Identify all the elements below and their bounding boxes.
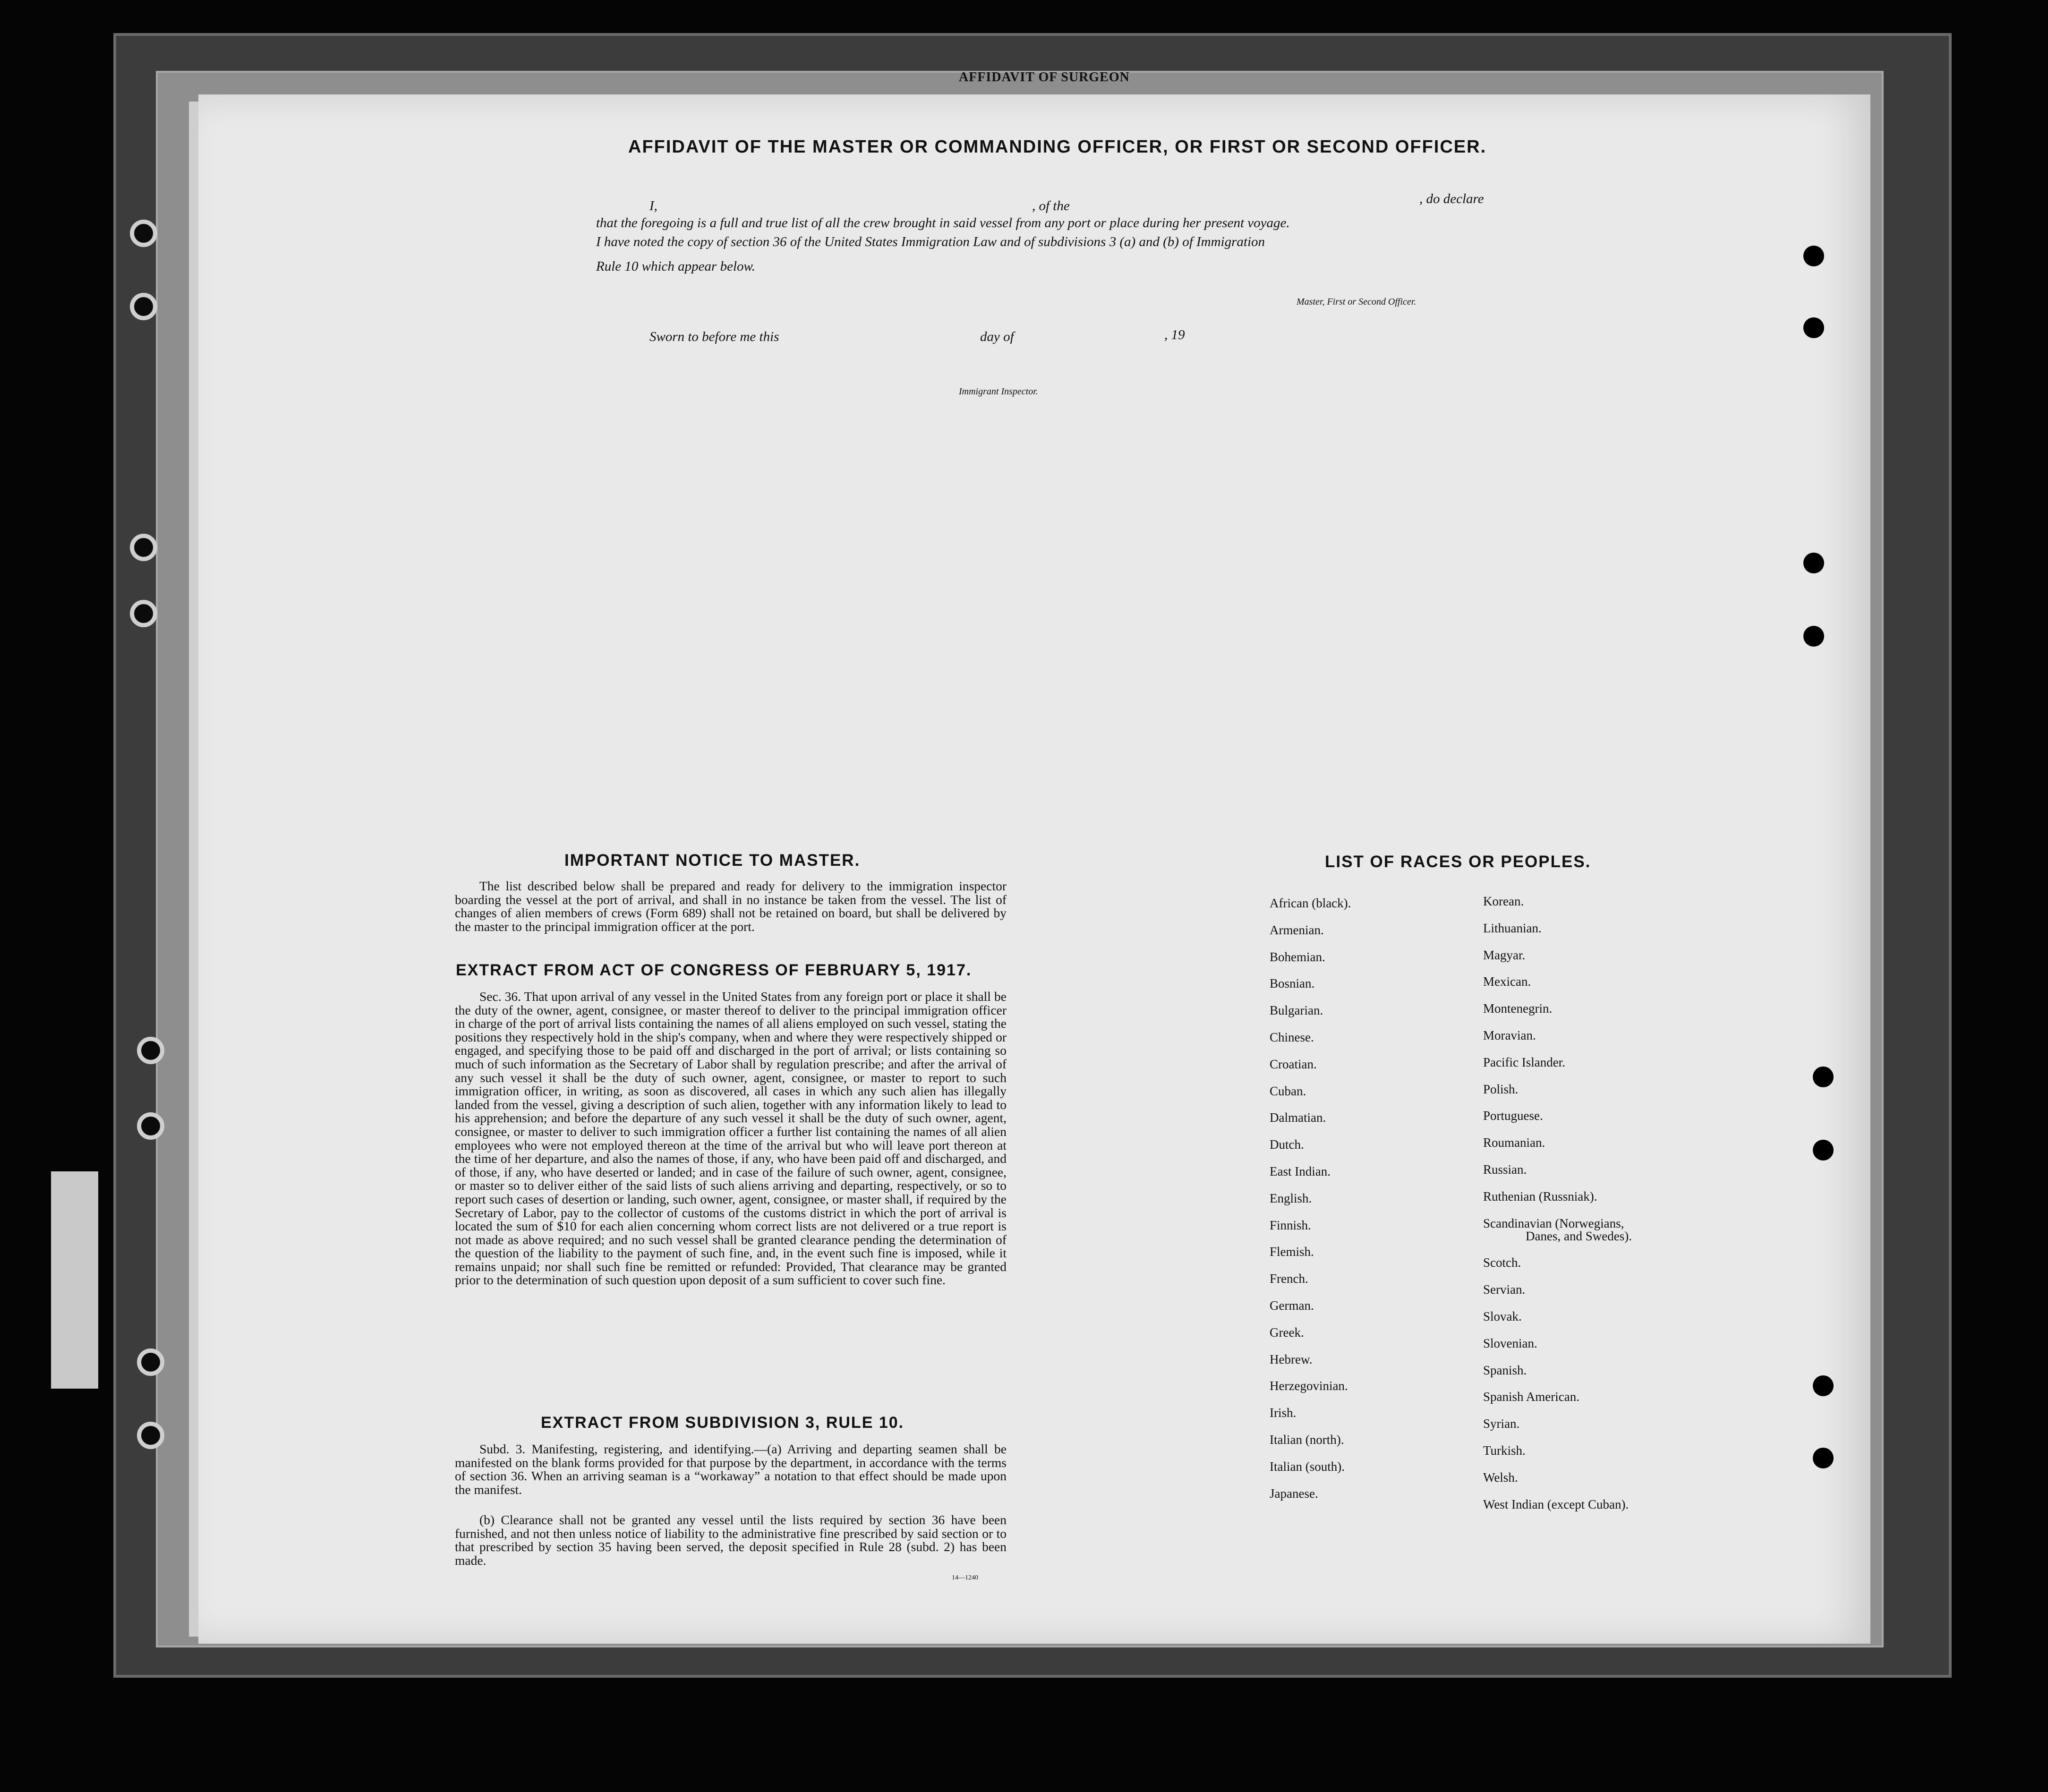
notice-title: IMPORTANT NOTICE TO MASTER.	[564, 851, 861, 870]
affidavit-line4: Rule 10 which appear below.	[596, 259, 755, 274]
race-item: English.	[1270, 1191, 1312, 1205]
race-item: Roumanian.	[1483, 1135, 1545, 1150]
race-item: Welsh.	[1483, 1470, 1518, 1485]
race-item: Spanish American.	[1483, 1390, 1579, 1404]
affidavit-title: AFFIDAVIT OF THE MASTER OR COMMANDING OFFICER, OR FIRST OR SECOND OFFICER.	[628, 137, 1487, 157]
rule-body-a: Subd. 3. Manifesting, registering, and identifying.—(a) Arriving and departing seamen shall be manifested on the blank forms provided for that purpose by the department, in accordance with the terms of section 36. When an arriving seaman is a “workaway” a notation to that effect should be made upon the manifest.	[455, 1442, 1007, 1497]
punch-hole-icon	[1803, 317, 1824, 338]
race-item: Hebrew.	[1270, 1352, 1313, 1366]
punch-hole-icon	[1813, 1375, 1834, 1396]
rule-body-b: (b) Clearance shall not be granted any vessel until the lists required by section 36 have been furnished, and not then unless notice of liability to the administrative fine prescribed by said section or to that prescribed by section 35 having been served, the deposit specified in Rule 28 (subd. 2) has been made.	[455, 1512, 1007, 1568]
race-item: Greek.	[1270, 1325, 1304, 1340]
binder-hole-icon	[130, 534, 157, 561]
race-item: Spanish.	[1483, 1363, 1527, 1377]
race-item: Bulgarian.	[1270, 1003, 1323, 1018]
race-item: Magyar.	[1483, 947, 1526, 962]
race-item: Bosnian.	[1270, 976, 1315, 991]
affidavit-line1-declare: , do declare	[1419, 191, 1484, 206]
race-item: African (black).	[1270, 896, 1351, 910]
race-item: Pacific Islander.	[1483, 1055, 1565, 1069]
side-paper-strip	[51, 1171, 98, 1389]
race-item: French.	[1270, 1271, 1308, 1286]
day-of-text: day of	[980, 329, 1014, 344]
affidavit-line1-of-the: , of the	[1032, 198, 1070, 213]
race-item: Slovenian.	[1483, 1336, 1537, 1350]
affidavit-line2: that the foregoing is a full and true list of all the crew brought in said vessel from any port or place during her present voyage.	[596, 215, 1290, 230]
affidavit-line1-i: I,	[649, 198, 657, 213]
race-item: Japanese.	[1270, 1486, 1318, 1501]
race-item: Italian (north).	[1270, 1433, 1344, 1447]
binder-hole-icon	[130, 600, 157, 627]
race-item: Flemish.	[1270, 1245, 1314, 1259]
race-item: Lithuanian.	[1483, 921, 1542, 935]
punch-hole-icon	[1813, 1067, 1834, 1087]
notice-body: The list described below shall be prepared and ready for delivery to the immigration inspector boarding the vessel at the port of arrival, and shall in no instance be taken from the vessel. The list of changes of alien members of crews (Form 689) shall not be retained on board, but shall be delivered by the master to the principal immigration officer at the port.	[455, 879, 1007, 934]
binder-hole-icon	[137, 1422, 164, 1449]
signature-caption: Master, First or Second Officer.	[1297, 297, 1417, 307]
back-sheet-label: AFFIDAVIT OF SURGEON	[959, 70, 1130, 85]
race-item: Bohemian.	[1270, 949, 1325, 964]
race-item: Cuban.	[1270, 1084, 1306, 1098]
races-title: LIST OF RACES OR PEOPLES.	[1325, 853, 1591, 871]
race-item: Italian (south).	[1270, 1459, 1345, 1474]
binder-hole-icon	[130, 293, 157, 320]
binder-hole-icon	[137, 1348, 164, 1376]
race-item: Chinese.	[1270, 1030, 1314, 1044]
sworn-text: Sworn to before me this	[649, 329, 779, 344]
rule-title: EXTRACT FROM SUBDIVISION 3, RULE 10.	[541, 1414, 905, 1432]
binder-hole-icon	[137, 1112, 164, 1140]
year-text: , 19	[1164, 327, 1185, 342]
punch-hole-icon	[1803, 553, 1824, 573]
affidavit-line3: I have noted the copy of section 36 of the United States Immigration Law and of subdivisions 3 (a) and (b) of Immigration	[596, 234, 1265, 249]
race-item: Scandinavian (Norwegians,	[1483, 1216, 1624, 1230]
race-item: Polish.	[1483, 1082, 1519, 1096]
punch-hole-icon	[1813, 1448, 1834, 1468]
race-item: Danes, and Swedes).	[1526, 1229, 1632, 1243]
act-title: EXTRACT FROM ACT OF CONGRESS OF FEBRUARY 5, 1917.	[456, 961, 972, 979]
punch-hole-icon	[1813, 1140, 1834, 1161]
race-item: Scotch.	[1483, 1255, 1521, 1270]
race-item: Portuguese.	[1483, 1109, 1543, 1123]
binder-hole-icon	[130, 220, 157, 247]
race-item: West Indian (except Cuban).	[1483, 1497, 1629, 1511]
punch-hole-icon	[1803, 626, 1824, 647]
form-number: 14—1240	[952, 1574, 978, 1581]
race-item: Finnish.	[1270, 1218, 1311, 1232]
document-page	[198, 94, 1870, 1644]
race-item: Moravian.	[1483, 1028, 1536, 1042]
race-item: Dalmatian.	[1270, 1110, 1326, 1125]
binder-hole-icon	[137, 1037, 164, 1064]
race-item: Ruthenian (Russniak).	[1483, 1189, 1597, 1203]
race-item: Russian.	[1483, 1162, 1527, 1177]
inspector-caption: Immigrant Inspector.	[959, 386, 1038, 397]
race-item: Servian.	[1483, 1282, 1526, 1297]
race-item: East Indian.	[1270, 1164, 1331, 1178]
punch-hole-icon	[1803, 246, 1824, 266]
race-item: Dutch.	[1270, 1137, 1304, 1152]
race-item: Turkish.	[1483, 1443, 1526, 1458]
race-item: Syrian.	[1483, 1417, 1520, 1431]
act-body: Sec. 36. That upon arrival of any vessel in the United States from any foreign port or place it shall be the duty of the owner, agent, consignee, or master thereof to deliver to the principal immigration officer in charge of the port of arrival lists containing the names of all aliens employed on such vessel, stating the positions they respectively hold in the ship's company, when and where they were respectively shipped or engaged, and specifying those to be paid off and discharged in the port of arrival; or lists containing so much of such information as the Secretary of Labor shall by regulation prescribe; and after the arrival of any such vessel it shall be the duty of such owner, agent, consignee, or master to report to such immigration officer, in writing, as soon as discovered, all cases in which any such alien has illegally landed from the vessel, giving a description of such alien, together with any information likely to lead to his apprehension; and before the departure of any such vessel it shall be the duty of such owner, agent, consignee, or master to deliver to such immigration officer a further list containing the names of all alien employees who were not employed thereon at the time of the arrival but who will leave port thereon at the time of her departure, and also the names of those, if any, who have been paid off and discharged, and of those, if any, who have deserted or landed; and in case of the failure of such owner, agent, consignee, or master so to deliver either of the said lists of such aliens arriving and departing, respectively, or so to report such cases of desertion or landing, such owner, agent, consignee, or master shall, if required by the Secretary of Labor, pay to the collector of customs of the customs district in which the port of arrival is located the sum of $10 for each alien concerning whom correct lists are not delivered or a true report is not made as above required; and no such vessel shall be granted clearance pending the determination of the question of the liability to the payment of such fine, and, in the event such fine is imposed, while it remains unpaid; nor shall such fine be remitted or refunded: Provided, That clearance may be granted prior to the determination of such question upon deposit of a sum sufficient to cover such fine.	[455, 989, 1007, 1288]
race-item: Croatian.	[1270, 1057, 1317, 1071]
race-item: Irish.	[1270, 1406, 1297, 1420]
race-item: Herzegovinian.	[1270, 1379, 1348, 1393]
race-item: Mexican.	[1483, 974, 1531, 989]
race-item: Montenegrin.	[1483, 1001, 1553, 1016]
race-item: Armenian.	[1270, 922, 1324, 937]
race-item: Korean.	[1483, 894, 1524, 908]
race-item: German.	[1270, 1298, 1314, 1313]
race-item: Slovak.	[1483, 1309, 1522, 1323]
